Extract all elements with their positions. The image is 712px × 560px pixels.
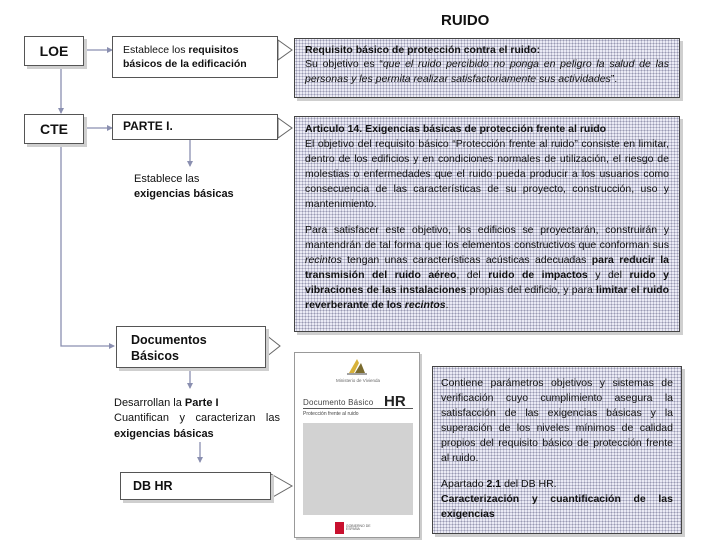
p2-j: limitar el ruido reverberante de los <box>305 284 669 311</box>
cover-title: Documento Básico <box>303 398 374 407</box>
coat-of-arms-icon <box>335 522 344 534</box>
loe-label: LOE <box>39 43 69 59</box>
p2-l: . <box>445 298 449 311</box>
ministry-logo-icon <box>345 357 369 377</box>
apartado-pre: Apartado <box>441 478 487 491</box>
establece-exigencias: exigencias básicas <box>134 188 234 201</box>
p2-g: y del <box>587 269 630 282</box>
pointer-loe <box>278 40 292 60</box>
dbhr-box <box>120 472 271 500</box>
requisito-text-post: ”. <box>610 72 618 85</box>
loe-desc-bold: requisitos básicos de la edificación <box>123 44 247 71</box>
articulo-p2 <box>305 223 669 312</box>
contiene-box <box>432 366 682 534</box>
cte-box <box>24 114 84 144</box>
p2-c: tengan unas características acústicas adecuadas <box>341 254 592 267</box>
loe-desc-box <box>112 36 278 78</box>
documentos-label: Documentos Básicos <box>131 333 207 364</box>
p2-i: propias del edificio, y para <box>466 284 597 297</box>
establece-text <box>134 172 284 203</box>
requisito-text-italic: que el ruido percibido no ponga en peligro la salud de las personas y les permita realizar satisfactoriamente sus actividades <box>305 58 669 85</box>
caracterizacion-text: Caracterización y cuantificación de las exigencias <box>441 493 673 521</box>
p2-k: recintos <box>404 298 446 311</box>
cover-rule <box>303 408 413 409</box>
contiene-p1: Contiene parámetros objetivos y sistemas de verificación cuyo cumplimiento asegura la satisfacción de las exigencias básicas y la superación de los niveles mínimos de calidad propios del requisito básico de protección frente al ruido. <box>441 377 673 464</box>
dbhr-label: DB HR <box>133 479 173 493</box>
p2-f: ruido de impactos <box>488 269 588 282</box>
pointer-cte <box>278 118 292 138</box>
cover-ministry: Ministerio de Vivienda <box>336 378 380 383</box>
loe-box <box>24 36 84 66</box>
pointer-documentos <box>266 335 280 357</box>
pointer-dbhr <box>271 474 292 498</box>
p2-a: Para satisfacer este objetivo, los edificios se proyectarán, construirán y mantendrán de tal forma que los elementos constructivos que conforman sus <box>305 224 669 252</box>
arrow-cte-documentos <box>61 143 114 346</box>
articulo-box <box>294 116 680 332</box>
articulo-heading: Articulo 14. Exigencias básicas de protección frente al ruido <box>305 123 607 135</box>
desarrollan-exigencias: exigencias básicas <box>114 427 214 440</box>
parte-label: PARTE I. <box>123 119 173 133</box>
cover-code: HR <box>384 393 406 410</box>
requisito-text-pre: Su objetivo es “ <box>305 58 383 71</box>
apartado-bold: 2.1 <box>486 478 502 491</box>
page-title: RUIDO <box>441 12 490 29</box>
cover-footer <box>335 521 381 535</box>
cover-image-placeholder <box>303 423 413 515</box>
requisito-box <box>294 38 680 98</box>
cuantifican-line: Cuantifican y caracterizan las <box>114 412 280 425</box>
cte-label: CTE <box>40 121 68 137</box>
loe-desc-text: Establece los <box>123 44 189 56</box>
p2-d: para reducir la transmisión del ruido aéreo <box>305 254 669 282</box>
desarrollan-pre: Desarrollan la <box>114 397 185 409</box>
apartado-post: del DB HR. <box>501 478 557 491</box>
cover-footer-text: GOBIERNO DE ESPAÑA <box>345 523 371 531</box>
p2-e: , del <box>456 269 489 282</box>
p2-h: ruido y vibraciones de las instalaciones <box>305 269 670 297</box>
cover-subtitle: Protección frente al ruido <box>303 411 359 417</box>
articulo-p1: El objetivo del requisito básico “Protección frente al ruido” consiste en limitar, dentro de los edificios y en condiciones normales de utilización, el riesgo de molestias o enfermedades que el ruido pueda producir a los usuarios como consecuencia de las características de su proyecto, construcción, uso y mantenimiento. <box>305 137 669 210</box>
desarrollan-bold: Parte I <box>184 397 219 409</box>
documentos-box <box>116 326 266 368</box>
parte-box <box>112 114 278 140</box>
establece-line: Establece las <box>134 173 200 185</box>
desarrollan-text <box>114 396 280 442</box>
document-cover <box>294 352 420 538</box>
requisito-heading: Requisito básico de protección contra el ruido: <box>305 44 541 56</box>
p2-b: recintos <box>305 254 342 267</box>
